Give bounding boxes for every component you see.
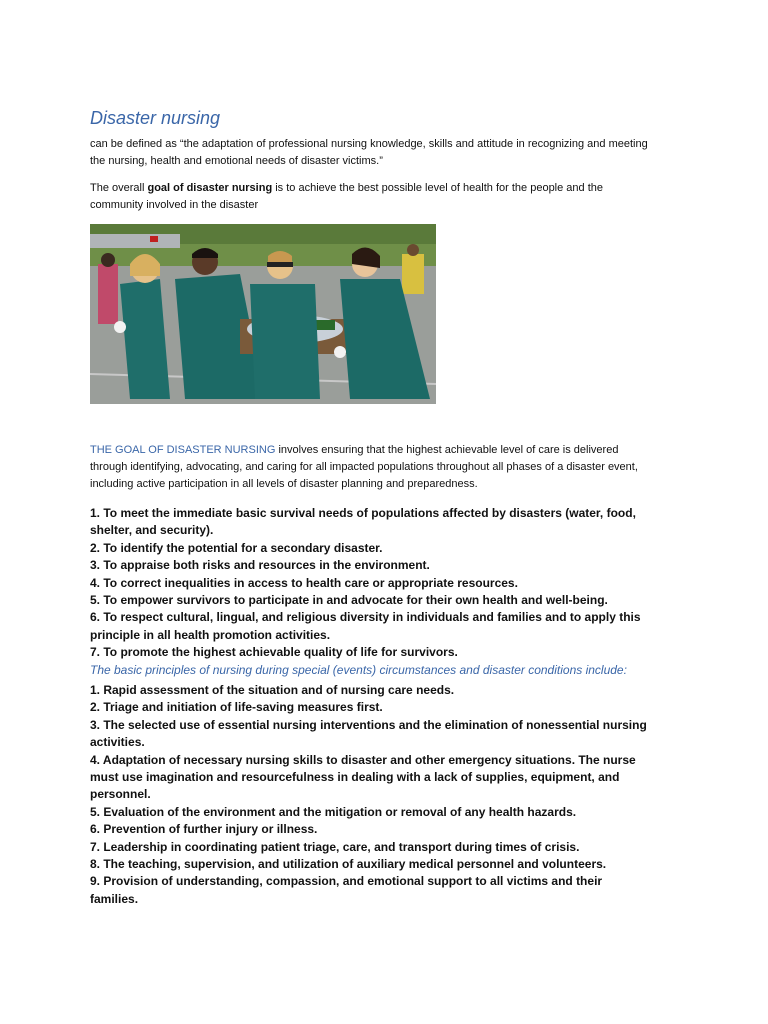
nurses-carrying-patient-photo bbox=[90, 224, 436, 404]
list-item: 6. Prevention of further injury or illness. bbox=[90, 822, 318, 837]
list-item: 3. To appraise both risks and resources in the environment. bbox=[90, 558, 430, 573]
list-item: 2. Triage and initiation of life-saving measures first. bbox=[90, 700, 383, 715]
list-item: 7. Leadership in coordinating patient triage, care, and transport during times of crisis. bbox=[90, 839, 580, 854]
list-item: 1. Rapid assessment of the situation and of nursing care needs. bbox=[90, 683, 455, 697]
list-item: 6. To respect cultural, lingual, and religious diversity in individuals and families and to apply this principle in all health promotion activities. bbox=[90, 610, 641, 642]
list-item: 7. To promote the highest achievable quality of life for survivors. bbox=[90, 645, 458, 660]
principles-heading: The basic principles of nursing during special (events) circumstances and disaster conditions include: bbox=[90, 663, 627, 677]
goal-paragraph bbox=[90, 180, 650, 214]
page-title: Disaster nursing bbox=[90, 108, 221, 128]
list-item: 9. Provision of understanding, compassion, and emotional support to all victims and their families. bbox=[90, 874, 603, 906]
goals-list bbox=[90, 505, 650, 662]
goal-section-text: involves ensuring that the highest achievable level of care is delivered through identifying, advocating, and caring for all impacted populations throughout all phases of a disaster event, including active participation in all levels of disaster planning and preparedness. bbox=[90, 444, 638, 490]
list-item: 1. To meet the immediate basic survival needs of populations affected by disasters (water, food, shelter, and security). bbox=[90, 506, 636, 538]
list-item: 3. The selected use of essential nursing interventions and the elimination of nonessential nursing activities. bbox=[90, 717, 647, 750]
list-item: 5. To empower survivors to participate in and advocate for their own health and well-being. bbox=[90, 593, 608, 608]
goal-bold-text: goal of disaster nursing bbox=[147, 182, 273, 194]
goal-prefix: The overall bbox=[90, 182, 148, 194]
photo-illustration bbox=[90, 224, 436, 404]
goal-suffix: is to achieve the best possible level of health for the people and the community involved in the disaster bbox=[90, 182, 604, 211]
list-item: 8. The teaching, supervision, and utilization of auxiliary medical personnel and volunteers. bbox=[90, 857, 607, 872]
goal-section-paragraph bbox=[90, 442, 650, 493]
principles-list bbox=[90, 682, 650, 908]
goal-section-heading: THE GOAL OF DISASTER NURSING bbox=[90, 444, 276, 456]
list-item: 4. Adaptation of necessary nursing skills to disaster and other emergency situations. The nurse must use imagination and resourcefulness in dealing with a lack of supplies, equipment, and personnel. bbox=[90, 752, 636, 802]
list-item: 5. Evaluation of the environment and the mitigation or removal of any health hazards. bbox=[90, 804, 577, 819]
list-item: 4. To correct inequalities in access to health care or appropriate resources. bbox=[90, 575, 518, 590]
definition-paragraph: can be defined as “the adaptation of professional nursing knowledge, skills and attitude in recognizing and meeting the nursing, health and emotional needs of disaster victims.” bbox=[90, 138, 648, 167]
list-item: 2. To identify the potential for a secondary disaster. bbox=[90, 540, 383, 555]
